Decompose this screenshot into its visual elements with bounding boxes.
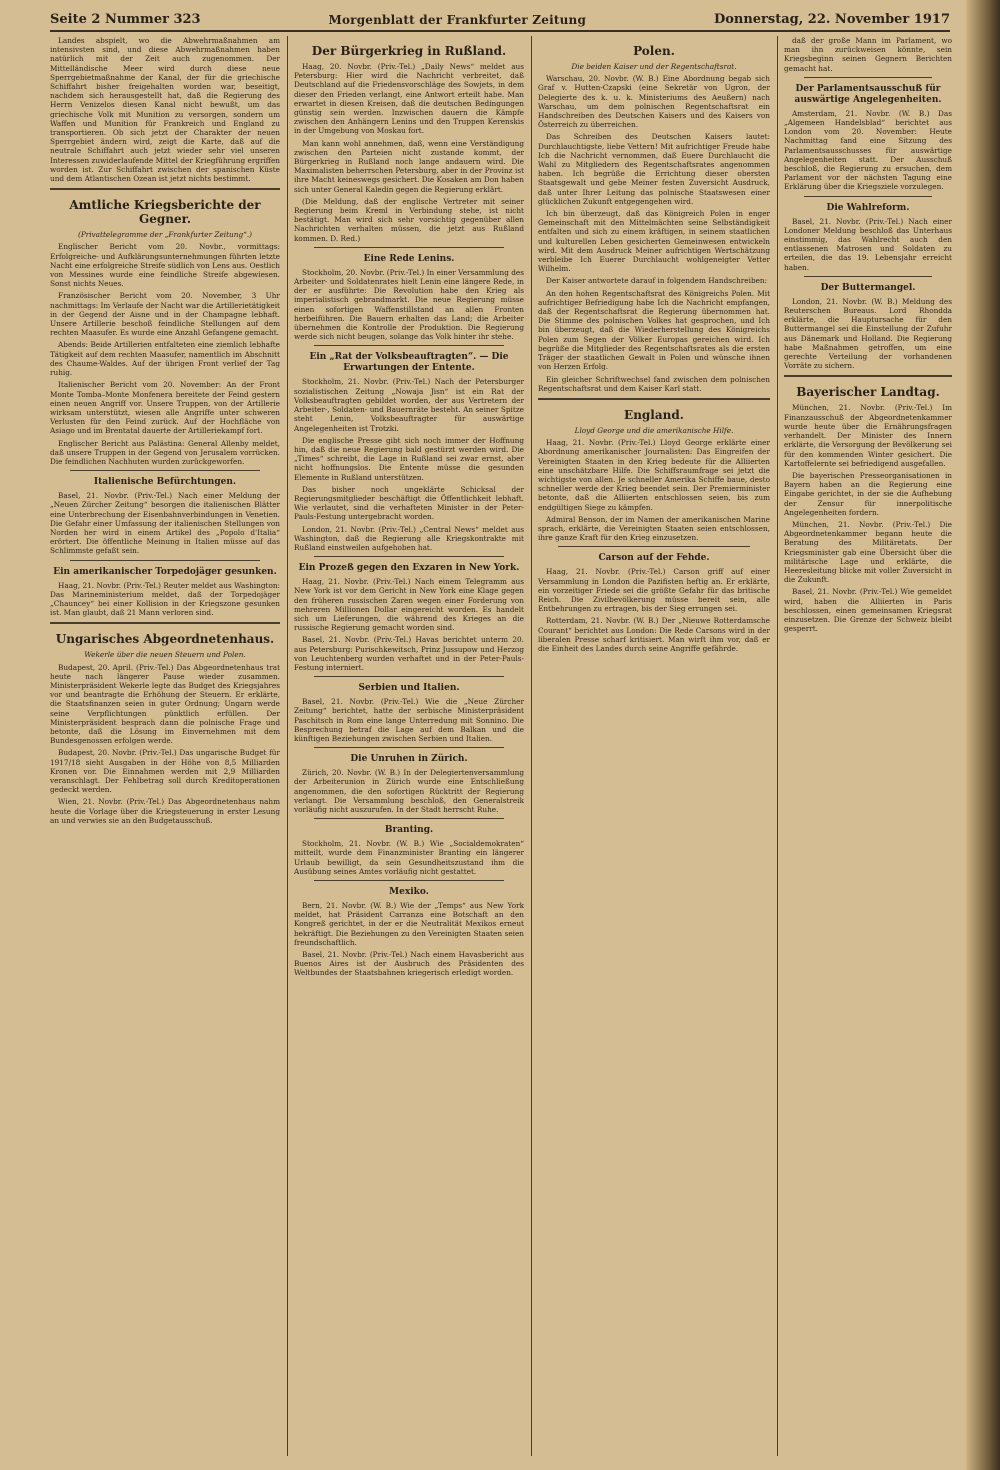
article-paragraph: Die bayerischen Presseorganisationen in Bayern haben an die Regierung eine Eingabe gerichtet, in der sie die Aufhebung der Zensur für innerpolitische Angelegenheiten fordern. (784, 470, 952, 517)
article-paragraph: Amsterdam, 21. Novbr. (W. B.) Das „Algemeen Handelsblad“ berichtet aus London vom 20. November: Heute Nachmittag fand eine Sitzung des Parlamentsausschusses für auswärtige Angelegenheiten statt. Der Ausschuß beschloß, die Regierung zu ersuchen, dem Parlament vor der nächsten Tagung eine Erklärung über die Kriegsziele vorzulegen. (784, 108, 952, 192)
subheadline: Wekerle über die neuen Steuern und Polen. (84, 650, 246, 660)
article-paragraph: Ich bin überzeugt, daß das Königreich Polen in enger Gemeinschaft mit den Mittelmächten seine Selbständigkeit entfalten und sich zu einem kräftigen, in seinem staatlichen und kulturellen Leben gesicherten Gemeinwesen entwickeln wird. Mit dem Ausdruck Meiner aufrichtigen Wertschätzung verbleibe Ich Euerer Durchlaucht wohlgeneigter Vetter Wilhelm. (538, 209, 770, 274)
article-paragraph: Landes abspielt, wo die Abwehrmaßnahmen am intensivsten sind, und diese Abwehrmaßnahmen haben natürlich mit der Zeit auch zugenommen. Der Mittelländische Meer wird durch diese neue Sperrgebietmaßnahme der Kanal, der für die griechische Schiffahrt bisher freigehalten worden war, beseitigt, nachdem sich herausgestellt hat, daß die Regierung des Herrn Venizelos diesen Kanal nicht bewußt, um das griechische Volk mit Munition zu versorgen, sondern um Waffen und Munition für Frankreich und England zu transportieren. Ob sich jetzt der Charakter der neuen Sperrgebiet ändern wird, zeigt die Karte, daß auf die neutrale Schiffahrt auch jetzt wieder sehr viel unseren Interessen zuwiderlaufende Mittel der Kriegführung ergriffen worden ist. Zur Schiffahrt zwischen der spanischen Küste und dem Atlantischen Ozean ist jetzt nichts bestimmt. (50, 36, 280, 184)
article-paragraph: Italienischer Bericht vom 20. November: An der Front Monte Tomba–Monte Monfenera bereitete der Feind gestern einen neuen Angriff vor. Unsere Truppen, von der Artillerie wirksam unterstützt, wiesen alle Angriffe unter schweren Verlusten für den Feind zurück. Auf der Hochfläche von Asiago und im Brentatal dauerte der Artilleriekampf fort. (50, 380, 280, 436)
column-2 (294, 36, 524, 1456)
divider (314, 676, 504, 677)
column-4 (784, 36, 952, 1456)
headline: Amtliche Kriegsberichte der Gegner. (69, 198, 261, 227)
page-header (50, 6, 950, 32)
article-paragraph: Basel, 21. Novbr. (Priv.-Tel.) Nach einer Londoner Meldung beschloß das Unterhaus einstimmig, das Wahlrecht auch den entlassenen Matrosen und Soldaten zu erteilen, die das 19. Lebensjahr erreicht haben. (784, 216, 952, 272)
headline: Ungarisches Abgeordnetenhaus. (55, 632, 275, 647)
divider (314, 345, 504, 346)
divider (314, 556, 504, 557)
article-paragraph: Basel, 21. Novbr. (Priv.-Tel.) Nach einer Meldung der „Neuen Zürcher Zeitung“ besorgen die italienischen Blätter eine Unterbrechung der Eisenbahnverbindungen in Venetien. Die Gefahr einer Umfassung der italienischen Stellungen von Norden her wird in einem Artikel des „Popolo d'Italia“ erörtert. Die öffentliche Meinung in Italien müsse auf das Schlimmste gefaßt sein. (50, 491, 280, 556)
divider (314, 247, 504, 248)
headline: Der Parlamentsausschuß für auswärtige Angelegenheiten. (794, 83, 942, 105)
article-paragraph: London, 21. Novbr. (W. B.) Meldung des Reuterschen Bureaus. Lord Rhondda erklärte, die Hauptursache für den Buttermangel sei die Einstellung der Zufuhr aus Dänemark und Holland. Die Regierung habe Maßnahmen getroffen, um eine gerechte Verteilung der vorhandenen Vorräte zu sichern. (784, 296, 952, 371)
article-paragraph: Haag, 21. Novbr. (Priv.-Tel.) Nach einem Telegramm aus New York ist vor dem Gericht in New York eine Klage gegen den früheren russischen Zaren wegen einer Forderung von mehreren Millionen Dollar eingereicht worden. Es handelt sich um Lieferungen, die während des Krieges an die russische Regierung gemacht worden sind. (294, 577, 524, 633)
article-paragraph: Rotterdam, 21. Novbr. (W. B.) Der „Nieuwe Rotterdamsche Courant“ berichtet aus London: Die Rede Carsons wird in der liberalen Presse scharf kritisiert. Man wirft ihm vor, daß er die Einheit des Landes durch seine Angriffe gefährde. (538, 616, 770, 653)
divider (314, 818, 504, 819)
article-paragraph: Stockholm, 21. Novbr. (Priv.-Tel.) Nach der Petersburger sozialistischen Zeitung „Nowaja Jisn“ ist ein Rat der Volksbeauftragten gebildet worden, der aus Vertretern der Arbeiter-, Soldaten- und Bauernräte besteht. An seiner Spitze steht Lenin, Volksbeauftragter für auswärtige Angelegenheiten ist Trotzki. (294, 377, 524, 433)
column-rule (531, 36, 532, 1456)
headline: Ein „Rat der Volksbeauftragten“. — Die Erwartungen der Entente. (309, 352, 509, 374)
article-paragraph: Admiral Benson, der im Namen der amerikanischen Marine sprach, erklärte, die Vereinigten Staaten seien entschlossen, ihre ganze Kraft für den Krieg einzusetzen. (538, 514, 770, 543)
headline: Branting. (384, 825, 434, 836)
subheadline: (Privattelegramme der „Frankfurter Zeitung“.) (77, 230, 253, 240)
headline: Ein amerikanischer Torpedojäger gesunken. (53, 566, 277, 577)
article-paragraph: London, 21. Novbr. (Priv.-Tel.) „Central News“ meldet aus Washington, daß die Regierung alle Kriegskontrakte mit Rußland einstweilen aufgehoben hat. (294, 524, 524, 552)
article-paragraph: Haag, 21. Novbr. (Priv.-Tel.) Carson griff auf einer Versammlung in London die Pazifisten heftig an. Er erklärte, ein vorzeitiger Friede sei die größte Gefahr für das britische Reich. Die Zivilbevölkerung müsse bereit sein, alle Entbehrungen zu ertragen, bis der Sieg errungen sei. (538, 567, 770, 614)
headline: Eine Rede Lenins. (363, 253, 455, 264)
divider (50, 188, 280, 190)
article-paragraph: Zürich, 20. Novbr. (W. B.) In der Delegiertenversammlung der Arbeiterunion in Zürich wurde eine Entschließung angenommen, die den sofortigen Rücktritt der Regierung verlangt. Die Versammlung beschloß, den Generalstreik vorläufig nicht auszurufen. In der Stadt herrscht Ruhe. (294, 768, 524, 814)
article-paragraph: Haag, 21. Novbr. (Priv.-Tel.) Reuter meldet aus Washington: Das Marineministerium meldet, daß der Torpedojäger „Chauncey“ bei einer Kollision in der Kriegszone gesunken ist. Man glaubt, daß 21 Mann verloren sind. (50, 580, 280, 618)
divider (70, 470, 260, 471)
headline: Mexiko. (389, 887, 429, 898)
article-paragraph: daß der große Mann im Parlament, wo man ihn zurückweisen könnte, sein Kriegsbeginn seinen Gegnern Berichten gemacht hat. (784, 36, 952, 73)
article-paragraph: Französischer Bericht vom 20. November, 3 Uhr nachmittags: Im Verlaufe der Nacht war die Artillerietätigkeit in der Gegend der Aisne und in der Champagne lebhaft. Unsere Artillerie beschoß feindliche Stellungen auf dem rechten Maasufer. Es wurde eine Anzahl Gefangene gemacht. (50, 291, 280, 338)
article-paragraph: Das Schreiben des Deutschen Kaisers lautet: Durchlauchtigste, liebe Vettern! Mit aufrichtiger Freude habe Ich die Nachricht vernommen, daß Euere Durchlaucht die Wahl zu Mitgliedern des Regentschaftsrates angenommen haben. Ich begrüße die Errichtung dieser obersten Staatsgewalt und gebe Meiner festen Zuversicht Ausdruck, daß unter Ihrer Leitung das polnische Staatswesen einer glücklichen Zukunft entgegengehen wird. (538, 132, 770, 206)
masthead: Morgenblatt der Frankfurter Zeitung (328, 13, 587, 27)
article-paragraph: Basel, 21. Novbr. (Priv.-Tel.) Wie gemeldet wird, haben die Alliierten in Paris beschlossen, einen gemeinsamen Kriegsrat einzusetzen. Die Grenze der Schweiz bleibt gesperrt. (784, 587, 952, 634)
divider (50, 622, 280, 624)
article-paragraph: Haag, 21. Novbr. (Priv.-Tel.) Lloyd George erklärte einer Abordnung amerikanischer Journalisten: Das Eingreifen der Vereinigten Staaten in den Krieg bedeute für die Alliierten eine unschätzbare Hilfe. Die Schiffsraumfrage sei jetzt die wichtigste von allen. Je schneller Amerika Schiffe baue, desto schneller werde der Krieg beendet sein. Der Premierminister betonte, daß die Alliierten entschlossen seien, bis zum endgültigen Siege zu kämpfen. (538, 438, 770, 512)
subheadline: Die beiden Kaiser und der Regentschaftsrat. (571, 62, 737, 71)
subheadline: Lloyd George und die amerikanische Hilfe. (574, 425, 734, 435)
headline: Die Unruhen in Zürich. (350, 754, 468, 765)
headline: Der Buttermangel. (820, 282, 916, 293)
divider (804, 276, 932, 277)
headline: Der Bürgerkrieg in Rußland. (311, 44, 507, 58)
divider (804, 77, 932, 78)
divider (804, 196, 932, 197)
article-paragraph: (Die Meldung, daß der englische Vertreter mit seiner Regierung beim Kreml in Verbindung stehe, ist nicht bestätigt. Man wird sich sehr vorsichtig gegenüber allen Nachrichten verhalten müssen, die jetzt aus Rußland kommen. D. Red.) (294, 196, 524, 243)
column-rule (777, 36, 778, 1456)
headline: Carson auf der Fehde. (598, 553, 710, 564)
article-paragraph: Budapest, 20. Novbr. (Priv.-Tel.) Das ungarische Budget für 1917/18 sieht Ausgaben in der Höhe von 8,5 Milliarden Kronen vor. Die Einnahmen werden mit 2,9 Milliarden veranschlagt. Der Fehlbetrag soll durch Kreditoperationen gedeckt werden. (50, 748, 280, 795)
article-paragraph: Basel, 21. Novbr. (Priv.-Tel.) Nach einem Havasbericht aus Buenos Aires ist der Ausbruch des Präsidenten des Weltbundes der Staatsbahnen kriegerisch erledigt worden. (294, 950, 524, 978)
article-paragraph: Der Kaiser antwortete darauf in folgendem Handschreiben: (546, 276, 768, 286)
page-number: Seite 2 Nummer 323 (50, 12, 201, 27)
divider (70, 560, 260, 561)
article-paragraph: Das bisher noch ungeklärte Schicksal der Regierungsmitglieder beschäftigt die Öffentlichkeit lebhaft. Wie verlautet, sind die verhafteten Minister in der Peter-Pauls-Festung untergebracht worden. (294, 484, 524, 522)
headline: Die Wahlreform. (826, 202, 910, 213)
headline: Serbien und Italien. (358, 683, 460, 694)
article-paragraph: Stockholm, 20. Novbr. (Priv.-Tel.) In einer Versammlung des Arbeiter- und Soldatenrates hielt Lenin eine längere Rede, in der er ausführte: Die Revolution habe den Krieg als imperialistisch gebrandmarkt. Die neue Regierung müsse einen sofortigen Waffenstillstand an allen Fronten herbeiführen. Die Bauern erhalten das Land; die Arbeiter übernehmen die Kontrolle der Produktion. Die Regierung werde sich nicht beugen, solange das Volk hinter ihr stehe. (294, 267, 524, 342)
article-paragraph: Englischer Bericht vom 20. Novbr., vormittags: Erfolgreiche- und Aufklärungsunternehmungen führten letzte Nacht eine erfolgreiche Streife südlich von Lens aus. Oestlich von Messines wurde eine feindliche Streife abgewiesen. Sonst nichts Neues. (50, 242, 280, 289)
article-paragraph: Bern, 21. Novbr. (W. B.) Wie der „Temps“ aus New York meldet, hat Präsident Carranza eine Botschaft an den Kongreß gerichtet, in der er die Neutralität Mexikos erneut bekräftigt. Die Beziehungen zu den Vereinigten Staaten seien freundschaftlich. (294, 901, 524, 947)
article-paragraph: Die englische Presse gibt sich noch immer der Hoffnung hin, daß die neue Regierung bald gestürzt werden wird. Die „Times“ schreibt, die Lage in Rußland sei zwar ernst, aber nicht hoffnungslos. Die Entente müsse die gesunden Elemente in Rußland unterstützen. (294, 435, 524, 482)
article-paragraph: An den hohen Regentschaftsrat des Königreichs Polen. Mit aufrichtiger Befriedigung habe Ich die Nachricht empfangen, daß der Regentschaftsrat die Regierung übernommen hat. Die Stimme des polnischen Volkes hat gesprochen, und Ich bin überzeugt, daß die Wiederherstellung des Königreichs Polen zum Segen der Völker Europas gereichen wird. Ich begrüße die Mitglieder des Regentschaftsrates als die ersten Träger der staatlichen Gewalt in Polen und wünsche ihnen von Herzen Erfolg. (538, 288, 770, 372)
article-paragraph: Stockholm, 21. Novbr. (W. B.) Wie „Socialdemokraten“ mitteilt, wurde dem Finanzminister Branting ein längerer Urlaub bewilligt, da sein Gesundheitszustand ihm die Ausübung seines Amtes vorläufig nicht gestattet. (294, 839, 524, 876)
columns (50, 36, 954, 1456)
column-3 (538, 36, 770, 1456)
article-paragraph: Man kann wohl annehmen, daß, wenn eine Verständigung zwischen den Parteien nicht zustande kommt, der Bürgerkrieg in Rußland noch lange andauern wird. Die Maximalisten beherrschen Petersburg, aber in der Provinz ist ihre Macht keineswegs gesichert. Die Kosaken am Don haben sich unter General Kaledin gegen die Regierung erklärt. (294, 138, 524, 194)
divider (314, 747, 504, 748)
column-rule (287, 36, 288, 1456)
article-paragraph: Budapest, 20. April. (Priv.-Tel.) Das Abgeordnetenhaus trat heute nach längerer Pause wieder zusammen. Ministerpräsident Wekerle legte das Budget des Kriegsjahres vor und beantragte die Erhöhung der Steuern. Er erklärte, die Staatsfinanzen seien in guter Ordnung; Ungarn werde seine Verpflichtungen pünktlich erfüllen. Der Ministerpräsident besprach dann die polnische Frage und betonte, daß die Lösung im Einvernehmen mit dem Bundesgenossen erfolgen werde. (50, 662, 280, 746)
article-paragraph: Basel, 21. Novbr. (Priv.-Tel.) Havas berichtet unterm 20. aus Petersburg: Purischkewitsch, Prinz Jussupow und Herzog von Leuchtenberg wurden verhaftet und in der Peter-Pauls-Festung interniert. (294, 635, 524, 672)
issue-date: Donnerstag, 22. November 1917 (713, 12, 950, 27)
article-paragraph: Englischer Bericht aus Palästina: General Allenby meldet, daß unsere Truppen in der Gegend von Jerusalem vorrücken. Die feindlichen Nachhuten wurden zurückgeworfen. (50, 438, 280, 466)
article-paragraph: Ein gleicher Schriftwechsel fand zwischen dem polnischen Regentschaftsrat und dem Kaiser Karl statt. (538, 374, 770, 393)
article-paragraph: Abends: Beide Artillerien entfalteten eine ziemlich lebhafte Tätigkeit auf dem rechten Maasufer, namentlich im Abschnitt des Chaume-Waldes. Auf der übrigen Front verlief der Tag ruhig. (50, 340, 280, 378)
divider (784, 375, 952, 377)
headline: Bayerischer Landtag. (796, 385, 940, 400)
article-paragraph: München, 21. Novbr. (Priv.-Tel.) Die Abgeordnetenkammer begann heute die Beratung des Militäretats. Der Kriegsminister gab eine Übersicht über die militärische Lage und erklärte, die Heeresleitung blicke mit voller Zuversicht in die Zukunft. (784, 519, 952, 585)
headline: Polen. (633, 44, 675, 58)
article-paragraph: München, 21. Novbr. (Priv.-Tel.) Im Finanzausschuß der Abgeordnetenkammer wurde heute über die Ernährungsfragen verhandelt. Der Minister des Innern erklärte, die Versorgung der Bevölkerung sei für den kommenden Winter gesichert. Die Kartoffelernte sei befriedigend ausgefallen. (784, 403, 952, 468)
article-paragraph: Basel, 21. Novbr. (Priv.-Tel.) Wie die „Neue Zürcher Zeitung“ berichtet, hatte der serbische Ministerpräsident Paschitsch in Rom eine lange Unterredung mit Sonnino. Die Besprechung betraf die Lage auf dem Balkan und die künftigen Beziehungen zwischen Serbien und Italien. (294, 697, 524, 743)
scan-edge (966, 0, 1000, 1470)
column-1 (50, 36, 280, 1456)
headline: England. (624, 407, 684, 422)
article-paragraph: Wien, 21. Novbr. (Priv.-Tel.) Das Abgeordnetenhaus nahm heute die Vorlage über die Kriegsteuerung in erster Lesung an und verwies sie an den Budgetausschuß. (50, 797, 280, 825)
divider (314, 880, 504, 881)
article-paragraph: Haag, 20. Novbr. (Priv.-Tel.) „Daily News“ meldet aus Petersburg: Hier wird die Nachricht verbreitet, daß Deutschland auf die Friedensvorschläge des Sowjets, in dem dieser den Frieden verlangt, eine Antwort erteilt habe. Man erwartet in diesen Kreisen, daß die deutschen Bedingungen günstig sein werden. Inzwischen dauern die Kämpfe zwischen den Anhängern Lenins und den Truppen Kerenskis in der Umgebung von Moskau fort. (294, 62, 524, 136)
divider (558, 546, 750, 547)
headline: Italienische Befürchtungen. (93, 477, 237, 488)
divider (538, 398, 770, 400)
headline: Ein Prozeß gegen den Exzaren in New York. (298, 563, 520, 574)
article-paragraph: Warschau, 20. Novbr. (W. B.) Eine Abordnung begab sich Graf v. Hutten-Czapski (eine Sekretär von Ugron, der Delegierte des k. u. k. Ministeriums des Aeußern) nach Warschau, um dem polnischen Regentschaftsrat ein Handschreiben des Deutschen Kaisers und des Kaisers von Österreich zu überreichen. (538, 74, 770, 130)
